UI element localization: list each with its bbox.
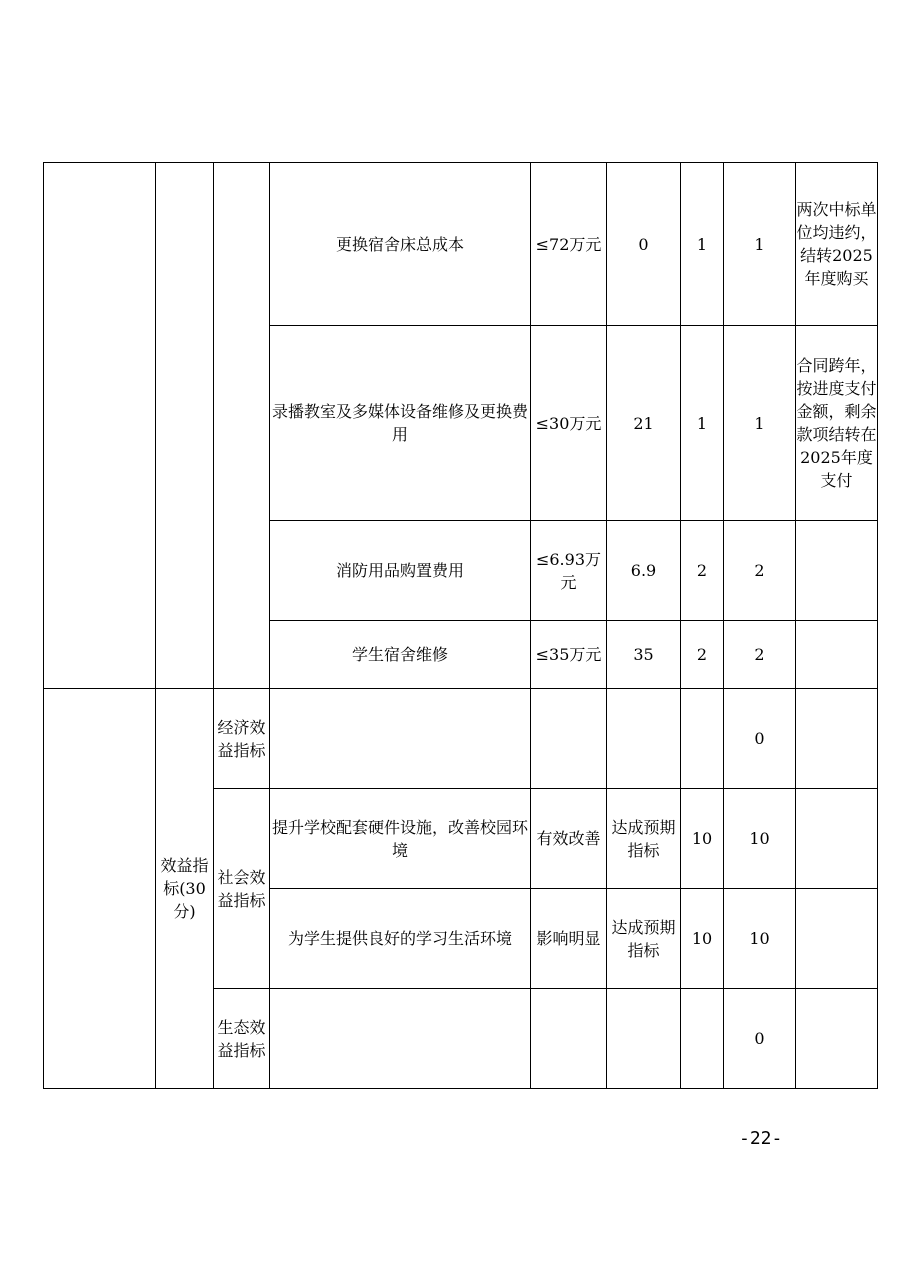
target-value	[531, 989, 607, 1089]
indicator-item	[270, 689, 531, 789]
actual-value: 35	[607, 621, 681, 689]
actual-value: 达成预期指标	[607, 889, 681, 989]
weight-value: 10	[681, 889, 724, 989]
actual-value	[607, 989, 681, 1089]
note-text	[796, 889, 878, 989]
actual-value	[607, 689, 681, 789]
score-value: 1	[724, 163, 796, 326]
score-value: 0	[724, 689, 796, 789]
target-value: 影响明显	[531, 889, 607, 989]
score-value: 10	[724, 789, 796, 889]
actual-value: 达成预期指标	[607, 789, 681, 889]
level1-cell-empty	[44, 689, 156, 1089]
target-value: 有效改善	[531, 789, 607, 889]
table-row	[44, 689, 878, 789]
ecological-benefit-label: 生态效益指标	[214, 989, 270, 1089]
table-row	[44, 163, 878, 326]
score-value: 1	[724, 326, 796, 521]
actual-value: 6.9	[607, 521, 681, 621]
score-value: 2	[724, 621, 796, 689]
indicator-item: 学生宿舍维修	[270, 621, 531, 689]
note-text: 两次中标单位均违约，结转2025年度购买	[796, 163, 878, 326]
actual-value: 0	[607, 163, 681, 326]
indicator-item: 录播教室及多媒体设备维修及更换费用	[270, 326, 531, 521]
economic-benefit-label: 经济效益指标	[214, 689, 270, 789]
indicator-item: 为学生提供良好的学习生活环境	[270, 889, 531, 989]
note-text	[796, 521, 878, 621]
indicator-item	[270, 989, 531, 1089]
indicator-item: 提升学校配套硬件设施，改善校园环境	[270, 789, 531, 889]
score-value: 10	[724, 889, 796, 989]
performance-table	[43, 162, 878, 1089]
target-value: ≤72万元	[531, 163, 607, 326]
weight-value	[681, 689, 724, 789]
level3-cell-empty	[214, 163, 270, 689]
target-value: ≤35万元	[531, 621, 607, 689]
note-text: 合同跨年，按进度支付金额，剩余款项结转在2025年度支付	[796, 326, 878, 521]
note-text	[796, 789, 878, 889]
target-value: ≤6.93万元	[531, 521, 607, 621]
score-value: 2	[724, 521, 796, 621]
benefit-category: 效益指标(30分)	[156, 689, 214, 1089]
note-text	[796, 989, 878, 1089]
level2-cell-empty	[156, 163, 214, 689]
weight-value: 10	[681, 789, 724, 889]
indicator-item: 更换宿舍床总成本	[270, 163, 531, 326]
target-value	[531, 689, 607, 789]
level1-cell-empty	[44, 163, 156, 689]
note-text	[796, 689, 878, 789]
score-value: 0	[724, 989, 796, 1089]
weight-value: 2	[681, 521, 724, 621]
indicator-item: 消防用品购置费用	[270, 521, 531, 621]
target-value: ≤30万元	[531, 326, 607, 521]
weight-value: 2	[681, 621, 724, 689]
note-text	[796, 621, 878, 689]
weight-value: 1	[681, 326, 724, 521]
weight-value: 1	[681, 163, 724, 326]
actual-value: 21	[607, 326, 681, 521]
weight-value	[681, 989, 724, 1089]
page-number: -22-	[739, 1128, 783, 1149]
social-benefit-label: 社会效益指标	[214, 789, 270, 989]
